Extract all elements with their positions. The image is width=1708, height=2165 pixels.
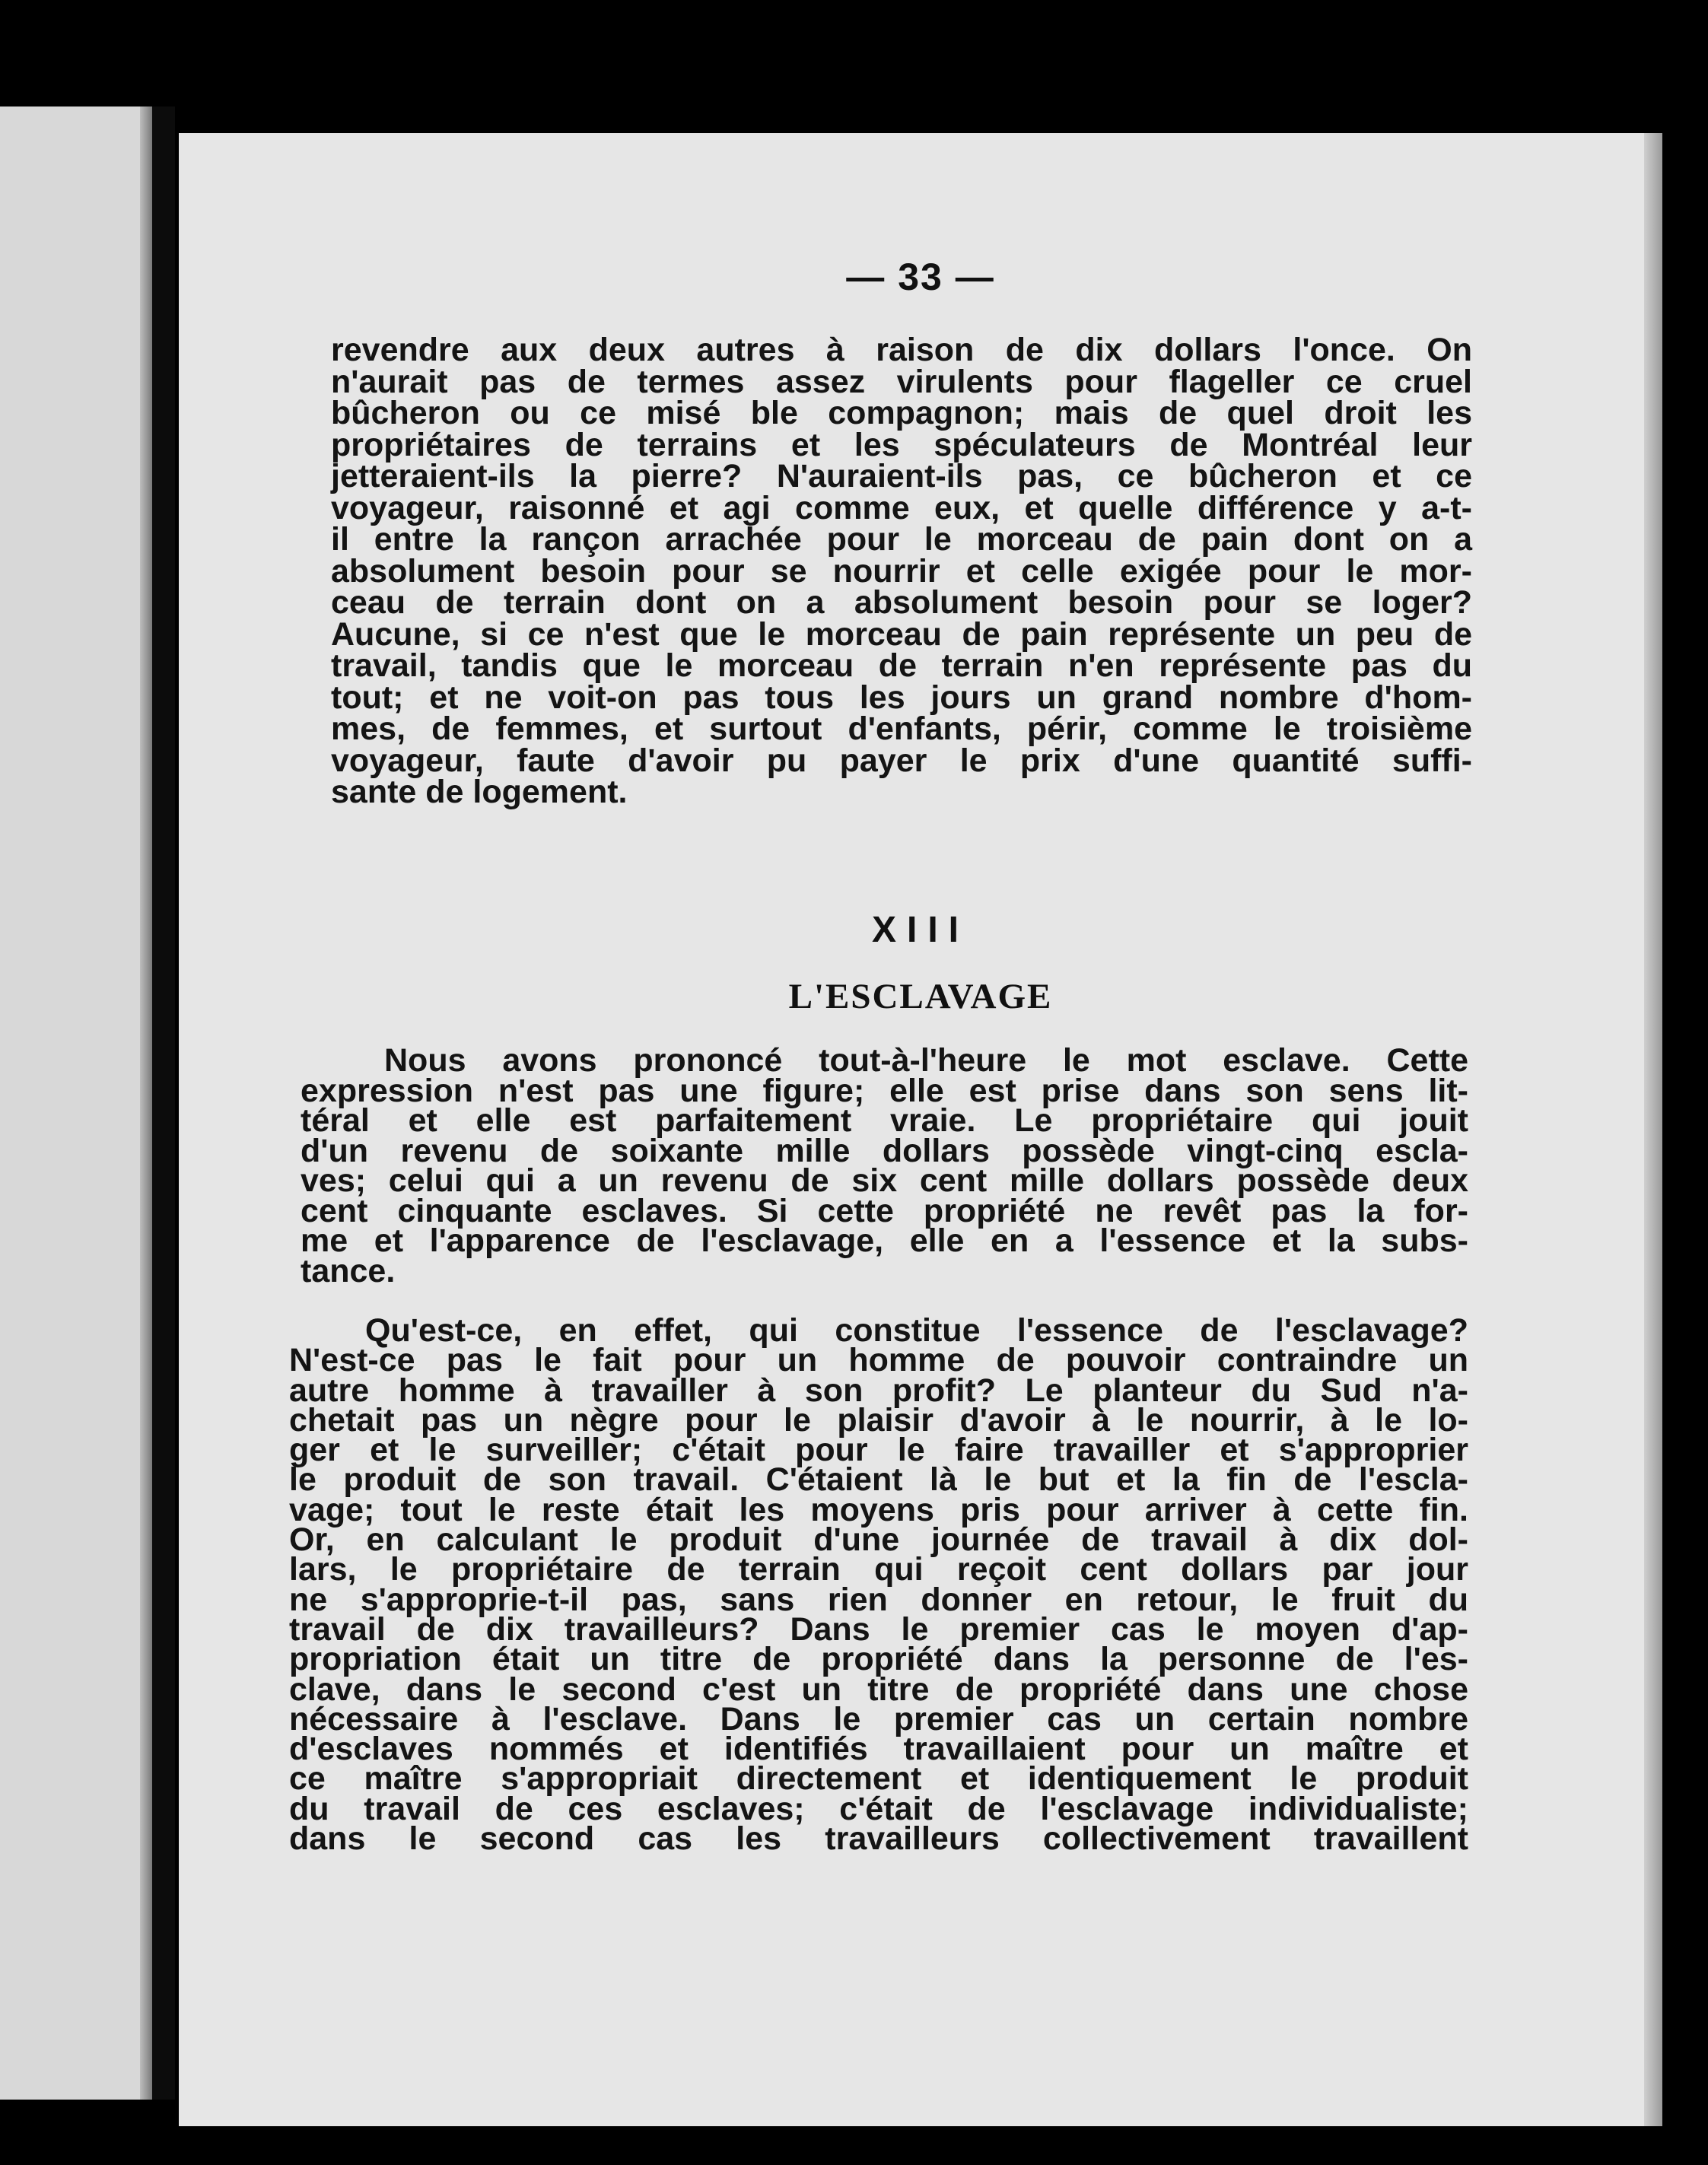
page-number: — 33 — [846,256,995,298]
text-line: Aucune, si ce n'est que le morceau de pain représente un peu de [331,615,1472,653]
text-line: ves; celui qui a un revenu de six cent mille dollars possède deux [301,1162,1468,1199]
text-line: propriétaires de terrains et les spéculateurs de Montréal leur [331,426,1472,463]
paragraph-continuation [331,332,1472,810]
text-line: Nous avons prononcé tout-à-l'heure le mot esclave. Cette [384,1042,1468,1079]
text-line: Qu'est-ce, en effet, qui constitue l'essence de l'esclavage? [365,1312,1468,1349]
text-line: sante de logement. [331,774,628,810]
text-line: voyageur, raisonné et agi comme eux, et quelle différence y a-t- [331,489,1472,526]
text-line: me et l'apparence de l'esclavage, elle en a l'essence et la subs- [301,1222,1468,1259]
text-line: nécessaire à l'esclave. Dans le premier cas un certain nombre [289,1700,1468,1737]
text-line: clave, dans le second c'est un titre de propriété dans une chose [289,1671,1468,1708]
text-line: ceau de terrain dont on a absolument besoin pour se loger? [331,584,1472,621]
left-page-shadow [140,107,152,2100]
paragraph-essence [289,1312,1468,1858]
text-line: ce maître s'appropriait directement et identiquement le produit [289,1760,1468,1798]
text-line: propriation était un titre de propriété dans la personne de l'es- [289,1641,1468,1678]
right-page-shadow [1644,133,1662,2126]
text-line: ne s'approprie-t-il pas, sans rien donner en retour, le fruit du [289,1581,1468,1618]
book-gutter [152,107,175,2100]
text-line: Or, en calculant le produit d'une journée de travail à dix dol- [289,1521,1468,1559]
text-line: autre homme à travailler à son profit? Le planteur du Sud n'a- [289,1372,1468,1409]
paragraph-esclave [301,1042,1468,1289]
text-line: voyageur, faute d'avoir pu payer le prix d'une quantité suffi- [331,742,1472,779]
text-line: travail de dix travailleurs? Dans le premier cas le moyen d'ap- [289,1610,1468,1648]
text-line: d'esclaves nommés et identifiés travaillaient pour un maître et [289,1731,1468,1768]
text-line: cent cinquante esclaves. Si cette propriété ne revêt pas la for- [301,1192,1468,1229]
text-line: revendre aux deux autres à raison de dix dollars l'once. On [331,332,1472,368]
text-line: il entre la rançon arrachée pour le morceau de pain dont on a [331,521,1472,558]
section-title: L'ESCLAVAGE [788,977,1053,1016]
text-line: tance. [301,1252,396,1289]
text-line: bûcheron ou ce misé ble compagnon; mais de quel droit les [331,395,1472,431]
text-line: le produit de son travail. C'étaient là le but et la fin de l'escla- [289,1461,1468,1499]
text-line: tout; et ne voit-on pas tous les jours un grand nombre d'hom- [331,679,1472,716]
section-number: XIII [871,910,970,950]
text-line: ger et le surveiller; c'était pour le faire travailler et s'approprier [289,1432,1468,1469]
text-line: vage; tout le reste était les moyens pris pour arriver à cette fin. [289,1491,1468,1528]
text-line: n'aurait pas de termes assez virulents pour flageller ce cruel [331,363,1472,400]
text-line: expression n'est pas une figure; elle est prise dans son sens lit- [301,1072,1468,1109]
text-line: chetait pas un nègre pour le plaisir d'avoir à le nourrir, à le lo- [289,1401,1468,1439]
text-line: lars, le propriétaire de terrain qui reçoit cent dollars par jour [289,1551,1468,1588]
text-line: absolument besoin pour se nourrir et celle exigée pour le mor- [331,552,1472,590]
text-line: mes, de femmes, et surtout d'enfants, périr, comme le troisième [331,711,1472,747]
text-line: travail, tandis que le morceau de terrain n'en représente pas du [331,647,1472,684]
text-line: du travail de ces esclaves; c'était de l'esclavage individualiste; [289,1790,1468,1827]
text-line: N'est-ce pas le fait pour un homme de pouvoir contraindre un [289,1342,1468,1379]
text-line: jetteraient-ils la pierre? N'auraient-ils pas, ce bûcheron et ce [331,458,1472,494]
book-page [179,133,1662,2126]
text-line: d'un revenu de soixante mille dollars possède vingt-cinq escla- [301,1132,1468,1169]
left-page-edge [0,107,152,2100]
text-line: dans le second cas les travailleurs collectivement travaillent [289,1820,1468,1858]
text-line: téral et elle est parfaitement vraie. Le propriétaire qui jouit [301,1102,1468,1139]
